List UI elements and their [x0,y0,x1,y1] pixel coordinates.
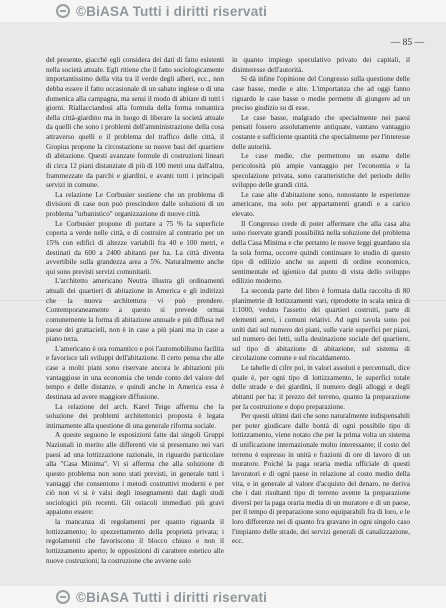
paragraph: Le tabelle di cifre poi, in valori assoluti e percentuali, dice quale è, per ogni tipo di lottizzamento, le superfici totale delle strade e dei giardini, il numero degli alloggi e degli abitanti per ha; il prezzo del terreno, quanto la preparazione per la costruzione e dopo preparazione. [232,364,410,411]
scan-fold-line [0,300,446,301]
paragraph: Il Congresso crede di poter affermare che alla casa alta sono riservate grandi possibilità nella soluzione del problema della Casa Minima e che pertanto le nuove leggi guardano sia la sola forma, occorre quindi continuare lo studio di questo tipo di edilizio anche su aspetti di ordine economico, sentimentale ed igienico dal punto di vista dello sviluppo edilizio moderno. [232,219,410,286]
paragraph: L'architetto americano Neutra illustra gli ordinamenti attuali dei quartieri di abitazione in America e gli indirizzi che la nuova architettura vi può prendere. Contemporaneamente a questo si prevede ormai comunemente la forma di abitazione annuale e più diffusa nel paese dei grattacieli, non è in case a più piani ma in case a piano terra. [46,277,224,344]
page-number: — 85 — [390,38,424,48]
watermark-banner-top [0,0,446,22]
paragraph: Le case alte d'abitazione sono, nonostante le esperienze americane, ma solo per appartamenti grandi e a carico elevato. [232,190,410,218]
paragraph: La relazione del arch. Karel Teige afferma che la soluzione dei problemi architettonici proposta è legata intimamente alla questione di una generale riforma sociale. [46,402,224,430]
paragraph: La seconda parte del libro è formata dalla raccolta di 80 planimetrie di lottizzamenti vari, riprodotte in scala unica di 1:1000, veduto l'assetto dei quartieri costruiti, parte di elementi aerei, i comuni relativi. Ad ogni tavola sono poi uniti dati sul numero dei piani, sulle varie superfici per piani, sul numero dei letti, sulla destinazione sociale del quartiere, sul tipo di abitazione di abitazione, sul sistema di circolazione comune e sul riscaldamento. [232,287,410,363]
paragraph: Le case medie, che permettono un esame delle pericolosità più ampie vantaggio per l'economia e la speculazione privata, sono caratteristiche del periodo dello sviluppo delle grandi città. [232,152,410,190]
paragraph: A queste seguono le esposizioni fatte dai singoli Gruppi Nazionali in merito alle differenti vie si presentano nei vari paesi ad una lottizzazione razionale, in riguardo particolare alla "Casa Minima". Vi si afferma che alla soluzione di questo problema non sono stati previsti, in generale tutti i vantaggi che consentono i metodi costruttivi moderni e per ciò non vi si è valsi degli insegnamenti dati dagli studi sociologici più recenti. Gli ostacoli immediati più gravi appaiono essere: [46,431,224,517]
paragraph: L'americano è ora romantico e poi l'automobilismo facilita e favorisce tali sviluppi dell'abitazione. Il certo pensa che alle case a molti piani sono riservate ancora le abitazioni più vantaggiose in una economia che tende conto del valore del tempo e delle distanze, e quindi anche in America essa è destinata ad avere maggiore diffusione. [46,344,224,401]
watermark-text: ©BiASA Tutti i diritti riservati [76,589,268,605]
paragraph: in quanto impiego speculativo privato dei capitali, il disinteresse dell'autorità. [232,56,410,74]
left-text-column [46,56,224,566]
right-text-column [232,56,410,547]
paragraph: Si dà infine l'opinione del Congresso sulla questione delle case basse, medie e alte. L'importanza che ad oggi fanno riguardo le case basse o medie permette di giungere ad un preciso giudizio su di esse. [232,75,410,113]
paragraph: Le Corbusier propone di portare a 75 % la superficie coperta a verde nelle città, e di costruire al contrario per un 15% con edifici di altezze variabili fra 40 e 100 metri, e destinati da 600 a 2400 abitanti per ha. La città diventa avvertibile sulla grandezza area a 5%. Naturalmente anche qui sono previsti servizi comunitarii. [46,219,224,276]
biasa-logo-icon [56,4,70,18]
paragraph: La relazione Le Corbusier sostiene che un problema di divisioni di case non può prescindere dalle soluzioni di un problema "urbanistico" organizzazione di nuove città. [46,190,224,218]
watermark-text: ©BiASA Tutti i diritti riservati [76,3,268,19]
paragraph: la mancanza di regolamenti per quanto riguarda il lottizzamento; lo spezzettamento della proprietà privata; i regolamenti che favoriscono il blocco chiuso e non il lottizzamento aperto; le opposizioni di carattere estetico alle nuove costruzioni; la costruzione che avviene solo [46,518,224,565]
paragraph: Le case basse, malgrado che specialmente nei paesi pensati fossero assolutamente antiquate, vantano vantaggio costante e sufficiente quantità che specialmente per l'interesse delle autorità. [232,113,410,151]
paragraph: Per questi ultimi dati che sono naturalmente indispensabili per poter giudicare dalle bontà di ogni possibile tipo di lottizzamento, viene notato che per la prima volta un sistema di unificazione internazionale molto interessante; il costo del terreno è espresso in unità e frazioni di ore di lavoro di un muratore. Poiché la paga oraria media ufficiale di questi lavoratori e di ogni paese in relazione al costo medio della vita, e in generale al valore d'acquisto del denaro, ne deriva che i dati risultanti tipo di terreno avente la preparazione diversi per la paga oraria media di un muratore e di un paese, per il tempo di preparazione sono equiparabili fra di loro, e le loro differenze nei di quanto fra gravano in ogni singolo caso l'impianto delle strade, dei servizi generali di canalizzazione, ecc. [232,412,410,546]
paragraph: del presente, giacchè egli considera dei dati di fatto esistenti nella società attuale. Egli ritiene che il fatto sociologicamente importantissimo della vita tra il verde degli alberi, ecc., non debba essere il fatto occasionale di un sabato inglese o di una domenica alla campagna, ma sensi il modo di abitare di tutti i giorni. Riallacciandosi alla formula della forma romantica della città-giardino ma in luogo di liberare la società attuale da quelli che sono i problemi dell'amministrazione della cosa attraverso quelli e il problema del traffico delle città, il Gropius propone la circostazione su nuove basi del quartiere di abitazione. Questi avanzate formule di costruzioni lineari di circa 12 piani distanziate di più di 100 metri una dall'altra, frammezzate da parchi e giardini, e avanti tutti i principali servizi in comune. [46,56,224,190]
biasa-logo-icon [56,590,70,604]
watermark-banner-bottom [0,586,446,608]
